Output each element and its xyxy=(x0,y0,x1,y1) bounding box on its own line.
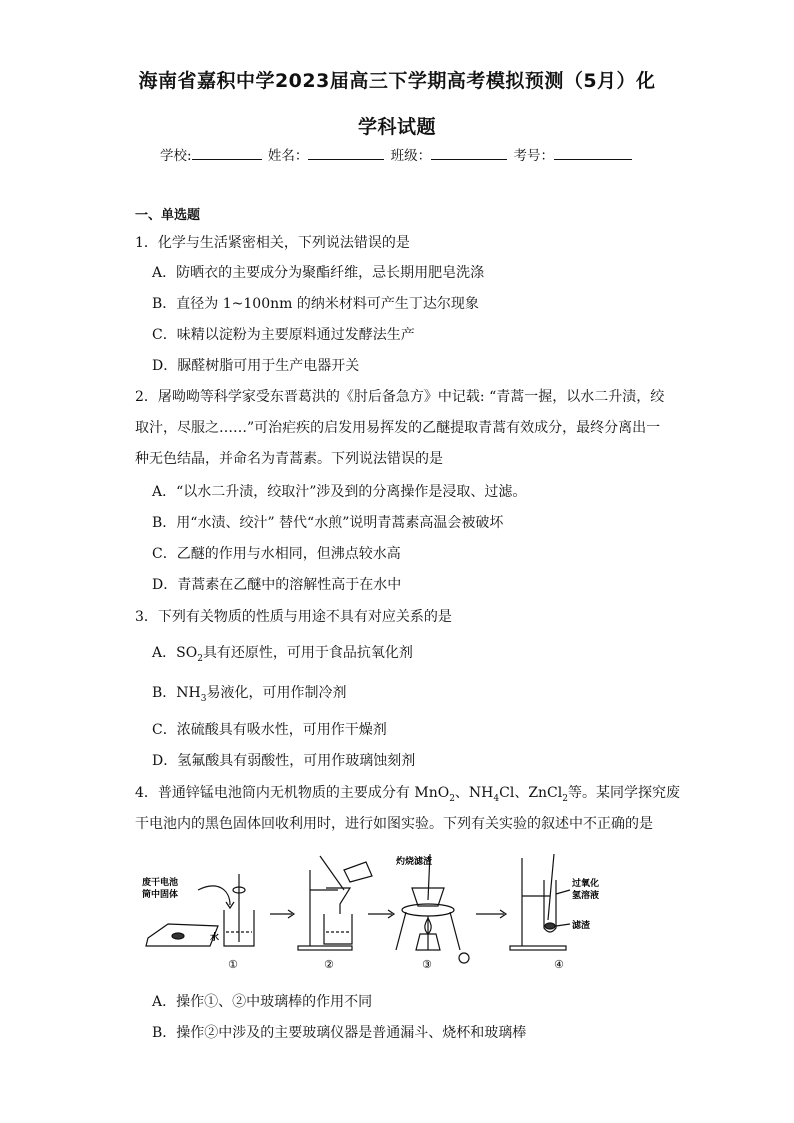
step4-label: ④ xyxy=(554,958,564,971)
student-info-line xyxy=(0,144,794,164)
q1-stem: 1．化学与生活紧密相关，下列说法错误的是 xyxy=(135,235,410,251)
step3-apparatus xyxy=(396,854,469,963)
dropper xyxy=(548,854,554,920)
school-label: 学校: xyxy=(160,148,192,164)
q2-stem-line3: 种无色结晶，并命名为青蒿素。下列说法错误的是 xyxy=(135,451,443,467)
label-water: 水 xyxy=(210,933,220,943)
tongs-grip xyxy=(459,953,469,963)
arrow-3-4 xyxy=(476,910,506,918)
arrow-1-2 xyxy=(270,910,294,918)
q3-b-formula: NH xyxy=(176,685,201,701)
q4-stem-part-b: 、NH xyxy=(454,785,494,801)
arrow-2-3 xyxy=(368,910,394,918)
exam-title-line2: 学科试题 xyxy=(357,116,436,138)
q1-option-c: C．味精以淀粉为主要原料通过发酵法生产 xyxy=(152,327,415,343)
pouring-beaker xyxy=(344,862,372,882)
q3-a-rest: 具有还原性，可用于食品抗氧化剂 xyxy=(202,645,413,661)
q4-stem-part-d: 等。某同学探究废 xyxy=(567,785,680,801)
q4-option-b: B．操作②中涉及的主要玻璃仪器是普通漏斗、烧杯和玻璃棒 xyxy=(152,1025,527,1041)
q2-option-c: C．乙醚的作用与水相同，但沸点较水高 xyxy=(152,546,401,562)
tripod-leg-left xyxy=(396,912,406,950)
tripod-leg-right xyxy=(450,912,460,950)
q3-b-prefix: B． xyxy=(152,685,177,701)
school-blank[interactable] xyxy=(192,147,262,160)
pointer-h2o2 xyxy=(556,890,570,894)
q4-stem-line2: 干电池内的黑色固体回收利用时，进行如图实验。下列有关实验的叙述中不正确的是 xyxy=(135,816,653,832)
section-title: 一、单选题 xyxy=(135,208,201,223)
step3-label: ③ xyxy=(422,958,432,971)
label-battery-line1: 废干电池 xyxy=(142,878,179,888)
label-h2o2-line1: 过氧化 xyxy=(572,879,600,889)
q4-option-a: A．操作①、②中玻璃棒的作用不同 xyxy=(152,994,373,1010)
q3-option-a xyxy=(152,643,413,663)
step2-apparatus xyxy=(298,856,372,950)
q2-stem-line2: 取汁，尽服之……”可治疟疾的启发用易挥发的乙醚提取青蒿有效成分，最终分离出一 xyxy=(135,420,661,436)
name-label: 姓名： xyxy=(267,148,309,164)
step4-apparatus xyxy=(510,854,570,950)
step2-label: ② xyxy=(324,958,334,971)
stand-base-2 xyxy=(298,946,352,950)
q3-option-c: C．浓硫酸具有吸水性，可用作干燥剂 xyxy=(152,722,387,738)
q3-a-prefix: A． xyxy=(152,645,177,661)
step1-label: ① xyxy=(228,958,238,971)
q3-b-sub: 3 xyxy=(200,693,207,704)
pour-arrow xyxy=(198,886,230,905)
q2-option-b: B．用“水渍、绞汁” 替代“水煎”说明青蒿素高温会被破坏 xyxy=(152,515,504,531)
q3-stem: 3．下列有关物质的性质与用途不具有对应关系的是 xyxy=(135,609,452,625)
number-blank[interactable] xyxy=(554,147,632,160)
q2-stem-line1: 2．屠呦呦等科学家受东晋葛洪的《肘后备急方》中记载: “青蒿一握，以水二升渍，绞 xyxy=(135,389,665,405)
number-label: 考号： xyxy=(513,148,554,164)
exam-title-line1: 海南省嘉积中学2023届高三下学期高考模拟预测（5月）化 xyxy=(138,70,656,92)
q2-option-a: A．“以水二升渍，绞取汁”涉及到的分离操作是浸取、过滤。 xyxy=(152,484,527,500)
label-battery-line2: 筒中固体 xyxy=(142,890,179,900)
black-solid xyxy=(172,933,184,939)
q4-stem-part-a: 4．普通锌锰电池筒内无机物质的主要成分有 MnO xyxy=(135,785,450,801)
q4-sub-3: 2 xyxy=(562,793,568,804)
glass-rod-2 xyxy=(320,856,344,890)
q4-sub-2: 4 xyxy=(493,793,500,804)
q3-a-sub: 2 xyxy=(197,653,203,664)
label-burn-residue: 灼烧滤渣 xyxy=(396,857,433,867)
stand-base-4 xyxy=(510,946,566,950)
q1-option-a: A．防晒衣的主要成分为聚酯纤维，忌长期用肥皂洗涤 xyxy=(152,265,485,281)
q1-option-d: D．脲醛树脂可用于生产电器开关 xyxy=(152,358,360,374)
class-label: 班级： xyxy=(390,148,432,164)
funnel xyxy=(326,888,350,914)
q4-stem-line1 xyxy=(135,783,680,803)
q2-option-d: D．青蒿素在乙醚中的溶解性高于在水中 xyxy=(152,577,402,593)
residue-in-tube xyxy=(545,923,555,929)
beaker-2 xyxy=(324,914,352,944)
pointer-residue xyxy=(556,924,570,926)
class-blank[interactable] xyxy=(431,147,507,160)
q3-a-formula: SO xyxy=(176,645,198,661)
label-residue: 滤渣 xyxy=(572,921,591,931)
q1-option-b: B．直径为 1~100nm 的纳米材料可产生丁达尔现象 xyxy=(152,296,479,312)
name-blank[interactable] xyxy=(308,147,384,160)
q3-b-rest: 易液化，可用作制冷剂 xyxy=(206,685,347,701)
q4-stem-part-c: Cl、ZnCl xyxy=(499,785,563,801)
experiment-figure xyxy=(138,850,638,980)
label-h2o2-line2: 氢溶液 xyxy=(572,891,600,901)
q3-option-d: D．氢氟酸具有弱酸性，可用作玻璃蚀刻剂 xyxy=(152,753,416,769)
q3-option-b xyxy=(152,683,347,703)
q4-sub-1: 2 xyxy=(449,793,455,804)
